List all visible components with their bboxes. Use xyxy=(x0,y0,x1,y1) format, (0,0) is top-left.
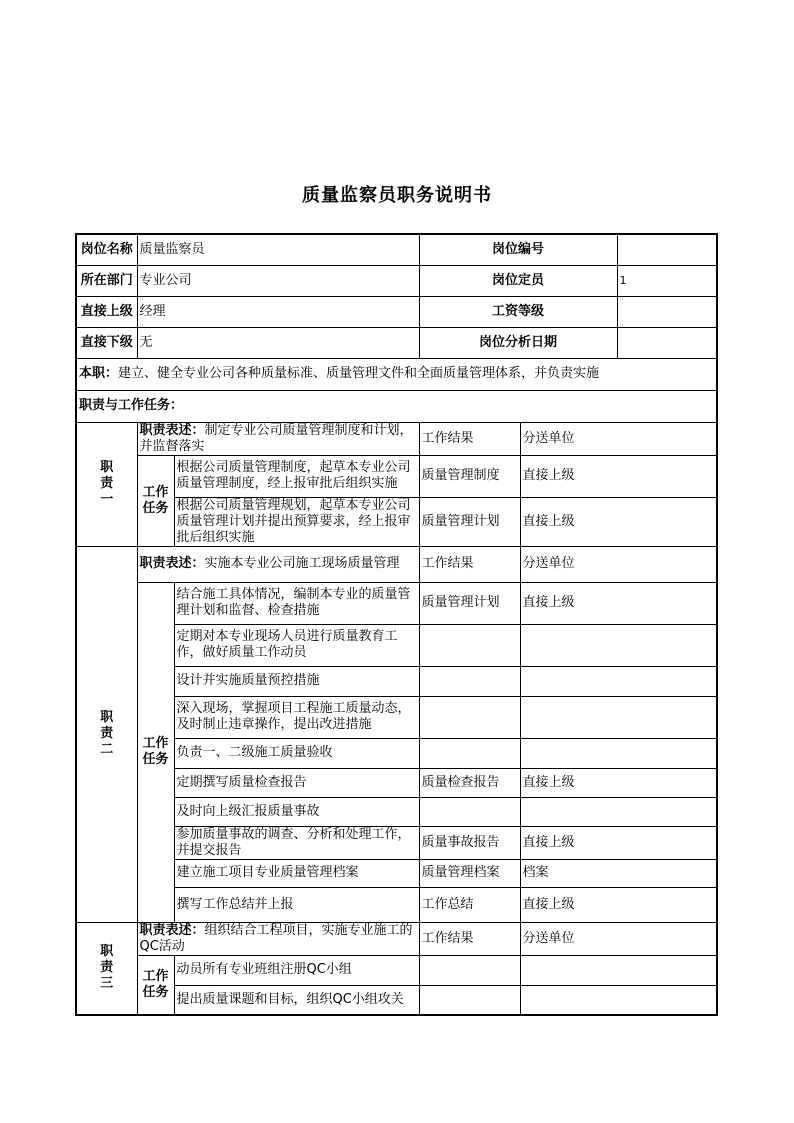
header-value: 1 xyxy=(617,265,717,296)
task-row xyxy=(76,955,717,985)
dest-header: 分送单位 xyxy=(520,922,717,955)
task-dest: 直接上级 xyxy=(520,455,717,497)
task-text: 动员所有专业班组注册QC小组 xyxy=(174,955,419,985)
task-text: 提出质量课题和目标，组织QC小组攻关 xyxy=(174,985,419,1015)
task-result xyxy=(419,624,520,666)
responsibility-name: 职责三 xyxy=(100,944,114,992)
task-result: 质量检查报告 xyxy=(419,768,520,797)
responsibility-desc-row xyxy=(76,546,717,582)
header-label: 岗位编号 xyxy=(419,234,617,265)
header-label: 岗位名称 xyxy=(76,234,137,265)
duty-text: 建立、健全专业公司各种质量标准、质量管理文件和全面质量管理体系，并负责实施 xyxy=(118,366,600,381)
task-result: 质量管理计划 xyxy=(419,582,520,624)
task-text: 建立施工项目专业质量管理档案 xyxy=(174,859,419,887)
duty-label: 本职： xyxy=(79,366,119,381)
document-title: 质量监察员职务说明书 xyxy=(302,185,492,206)
responsibility-label xyxy=(76,422,137,546)
desc-label: 职责表述： xyxy=(139,556,205,571)
task-text: 负责一、二级施工质量验收 xyxy=(174,738,419,768)
work-task-label xyxy=(137,582,174,922)
job-description-table xyxy=(75,233,718,1016)
header-value: 专业公司 xyxy=(137,265,419,296)
header-label: 所在部门 xyxy=(76,265,137,296)
task-dest: 直接上级 xyxy=(520,497,717,546)
work-task-text: 工作任务 xyxy=(142,484,169,516)
task-dest xyxy=(520,738,717,768)
desc-text: 实施本专业公司施工现场质量管理 xyxy=(204,556,400,571)
responsibility-desc-row xyxy=(76,422,717,455)
header-row xyxy=(76,327,717,358)
responsibility-desc xyxy=(137,546,419,582)
task-result xyxy=(419,797,520,826)
result-header: 工作结果 xyxy=(419,922,520,955)
task-dest xyxy=(520,666,717,696)
task-dest: 直接上级 xyxy=(520,887,717,922)
work-task-text: 工作任务 xyxy=(142,968,169,1000)
task-text: 深入现场，掌握项目工程施工质量动态，及时制止违章操作，提出改进措施 xyxy=(174,696,419,738)
header-label: 岗位定员 xyxy=(419,265,617,296)
task-dest xyxy=(520,696,717,738)
header-label: 工资等级 xyxy=(419,296,617,327)
responsibility-label xyxy=(76,922,137,1015)
task-dest xyxy=(520,624,717,666)
header-value xyxy=(617,234,717,265)
responsibility-desc xyxy=(137,922,419,955)
dest-header: 分送单位 xyxy=(520,546,717,582)
header-value: 经理 xyxy=(137,296,419,327)
header-row xyxy=(76,265,717,296)
responsibility-label xyxy=(76,546,137,922)
header-value xyxy=(617,327,717,358)
desc-text: 制定专业公司质量管理制度和计划，并监督落实 xyxy=(139,422,413,454)
responsibility-desc xyxy=(137,422,419,455)
task-text: 及时向上级汇报质量事故 xyxy=(174,797,419,826)
task-text: 参加质量事故的调查、分析和处理工作，并提交报告 xyxy=(174,826,419,859)
header-label: 岗位分析日期 xyxy=(419,327,617,358)
task-text: 结合施工具体情况，编制本专业的质量管理计划和监督、检查措施 xyxy=(174,582,419,624)
result-header: 工作结果 xyxy=(419,422,520,455)
responsibility-name: 职责一 xyxy=(100,460,114,507)
task-dest: 直接上级 xyxy=(520,826,717,859)
section-title: 职责与工作任务： xyxy=(76,390,717,422)
task-result: 质量管理档案 xyxy=(419,859,520,887)
task-result xyxy=(419,955,520,985)
header-row xyxy=(76,234,717,265)
responsibility-name: 职责二 xyxy=(100,710,114,757)
header-label: 直接上级 xyxy=(76,296,137,327)
duty-cell xyxy=(76,358,717,390)
task-result xyxy=(419,666,520,696)
header-value xyxy=(617,296,717,327)
task-text: 根据公司质量管理制度，起草本专业公司质量管理制度，经上报审批后组织实施 xyxy=(174,455,419,497)
responsibility-desc-row xyxy=(76,922,717,955)
task-text: 撰写工作总结并上报 xyxy=(174,887,419,922)
desc-text: 组织结合工程项目，实施专业施工的QC活动 xyxy=(139,922,413,954)
task-dest xyxy=(520,985,717,1015)
task-row xyxy=(76,455,717,497)
section-title-row xyxy=(76,390,717,422)
header-value: 质量监察员 xyxy=(137,234,419,265)
work-task-label xyxy=(137,955,174,1015)
dest-header: 分送单位 xyxy=(520,422,717,455)
task-dest xyxy=(520,797,717,826)
header-label: 直接下级 xyxy=(76,327,137,358)
task-row xyxy=(76,582,717,624)
header-row xyxy=(76,296,717,327)
task-text: 设计并实施质量预控措施 xyxy=(174,666,419,696)
result-header: 工作结果 xyxy=(419,546,520,582)
work-task-label xyxy=(137,455,174,546)
duty-row xyxy=(76,358,717,390)
task-text: 定期撰写质量检查报告 xyxy=(174,768,419,797)
task-result: 质量管理制度 xyxy=(419,455,520,497)
task-result: 质量管理计划 xyxy=(419,497,520,546)
task-dest xyxy=(520,955,717,985)
task-result xyxy=(419,985,520,1015)
task-result: 工作总结 xyxy=(419,887,520,922)
task-dest: 档案 xyxy=(520,859,717,887)
header-value: 无 xyxy=(137,327,419,358)
task-result: 质量事故报告 xyxy=(419,826,520,859)
task-dest: 直接上级 xyxy=(520,768,717,797)
task-result xyxy=(419,738,520,768)
desc-label: 职责表述： xyxy=(139,922,205,938)
desc-label: 职责表述： xyxy=(139,422,205,438)
task-dest: 直接上级 xyxy=(520,582,717,624)
task-text: 根据公司质量管理规划，起草本专业公司质量管理计划并提出预算要求，经上报审批后组织实施 xyxy=(174,497,419,546)
work-task-text: 工作任务 xyxy=(142,736,169,767)
task-result xyxy=(419,696,520,738)
task-text: 定期对本专业现场人员进行质量教育工作，做好质量工作动员 xyxy=(174,624,419,666)
